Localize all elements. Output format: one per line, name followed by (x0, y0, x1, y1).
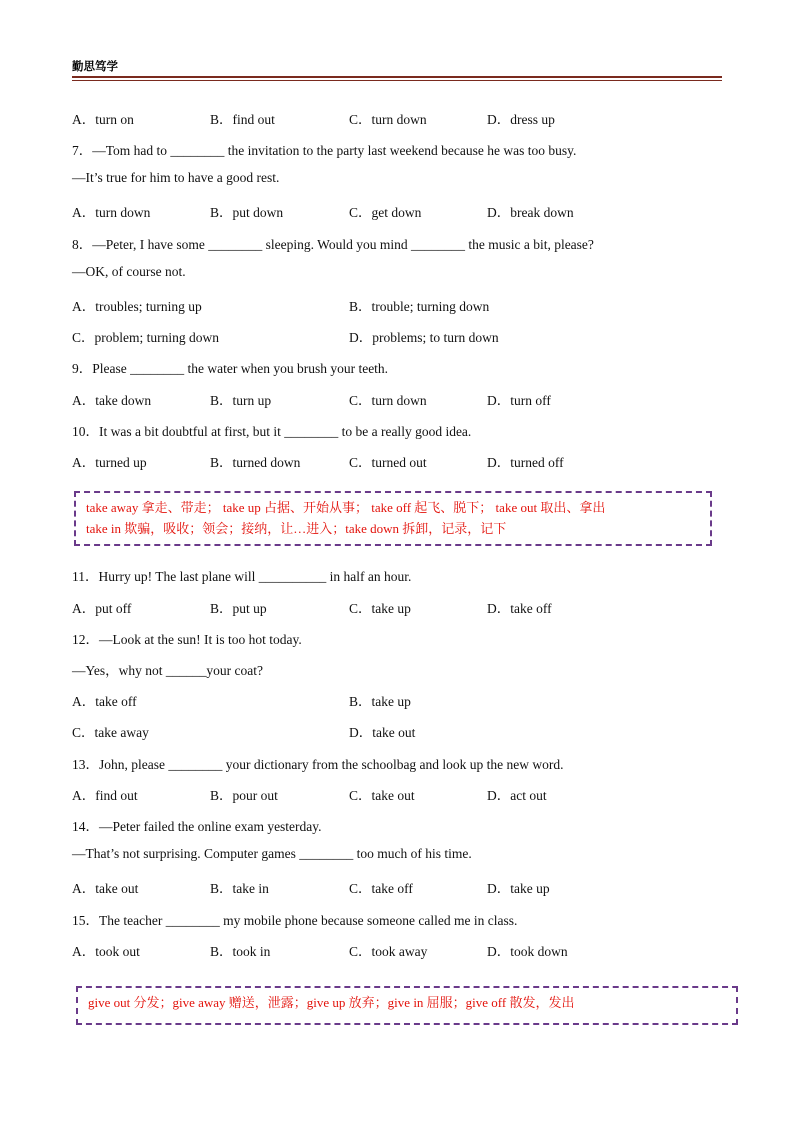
q13-option-b: B．pour out (210, 788, 278, 803)
note-take-line1: take away 拿走、带走； take up 占据、开始从事； take off 起飞、脱下； take out 取出、拿出 (86, 500, 606, 515)
q9-option-a: A．take down (72, 393, 152, 408)
q7-option-c: C．get down (349, 205, 422, 220)
note-give-line1: give out 分发；give away 赠送，泄露；give up 放弃；give in 屈服；give off 散发，发出 (88, 995, 575, 1010)
q15-option-c: C．took away (349, 944, 428, 959)
q15-option-a: A．took out (72, 944, 140, 959)
q10-option-d: D．turned off (487, 455, 564, 470)
q6-option-b: B．find out (210, 112, 275, 127)
q10-option-c: C．turned out (349, 455, 427, 470)
q9-stem: 9．Please ________ the water when you brush your teeth. (72, 361, 389, 376)
q11-option-a: A．put off (72, 601, 132, 616)
q14-option-a: A．take out (72, 881, 139, 896)
q14-option-b: B．take in (210, 881, 269, 896)
q15-option-b: B．took in (210, 944, 271, 959)
note-box-give-phrases (76, 986, 738, 1025)
q14-option-d: D．take up (487, 881, 550, 896)
q10-option-b: B．turned down (210, 455, 301, 470)
q6-option-d: D．dress up (487, 112, 555, 127)
header-rule-thin (72, 80, 722, 81)
q12-option-c: C．take away (72, 725, 149, 740)
q8-reply: —OK, of course not. (72, 264, 186, 279)
page-header-title: 勤思笃学 (72, 59, 118, 73)
q11-option-c: C．take up (349, 601, 411, 616)
q13-option-a: A．find out (72, 788, 138, 803)
q14-option-c: C．take off (349, 881, 413, 896)
note-take-line2: take in 欺骗，吸收；领会；接纳，让…进入；take down 拆卸，记录，记下 (86, 521, 507, 536)
q10-option-a: A．turned up (72, 455, 147, 470)
q7-option-d: D．break down (487, 205, 574, 220)
q14-stem: 14．—Peter failed the online exam yesterday. (72, 819, 322, 834)
q6-option-c: C．turn down (349, 112, 427, 127)
q12-reply: —Yes，why not ______your coat? (72, 663, 263, 678)
q9-option-d: D．turn off (487, 393, 551, 408)
q6-option-a: A．turn on (72, 112, 134, 127)
q10-stem: 10．It was a bit doubtful at first, but it ________ to be a really good idea. (72, 424, 472, 439)
q11-option-d: D．take off (487, 601, 552, 616)
q8-option-b: B．trouble; turning down (349, 299, 490, 314)
q13-option-d: D．act out (487, 788, 547, 803)
q7-stem: 7．—Tom had to ________ the invitation to the party last weekend because he was too busy. (72, 143, 577, 158)
q7-option-a: A．turn down (72, 205, 151, 220)
q12-stem: 12．—Look at the sun! It is too hot today. (72, 632, 302, 647)
q13-stem: 13．John, please ________ your dictionary from the schoolbag and look up the new word. (72, 757, 564, 772)
q12-option-d: D．take out (349, 725, 416, 740)
q8-option-a: A．troubles; turning up (72, 299, 202, 314)
note-box-take-phrases (74, 491, 712, 546)
q11-option-b: B．put up (210, 601, 267, 616)
q8-option-c: C．problem; turning down (72, 330, 219, 345)
q7-reply: —It’s true for him to have a good rest. (72, 170, 280, 185)
q13-option-c: C．take out (349, 788, 415, 803)
header-rule (72, 76, 722, 78)
q9-option-b: B．turn up (210, 393, 272, 408)
q8-stem: 8．—Peter, I have some ________ sleeping. Would you mind ________ the music a bit, please? (72, 237, 594, 252)
q14-reply: —That’s not surprising. Computer games ________ too much of his time. (72, 846, 472, 861)
q15-stem: 15．The teacher ________ my mobile phone because someone called me in class. (72, 913, 518, 928)
q9-option-c: C．turn down (349, 393, 427, 408)
q12-option-a: A．take off (72, 694, 137, 709)
q11-stem: 11．Hurry up! The last plane will __________ in half an hour. (72, 569, 412, 584)
q8-option-d: D．problems; to turn down (349, 330, 499, 345)
q15-option-d: D．took down (487, 944, 568, 959)
q12-option-b: B．take up (349, 694, 411, 709)
q7-option-b: B．put down (210, 205, 284, 220)
